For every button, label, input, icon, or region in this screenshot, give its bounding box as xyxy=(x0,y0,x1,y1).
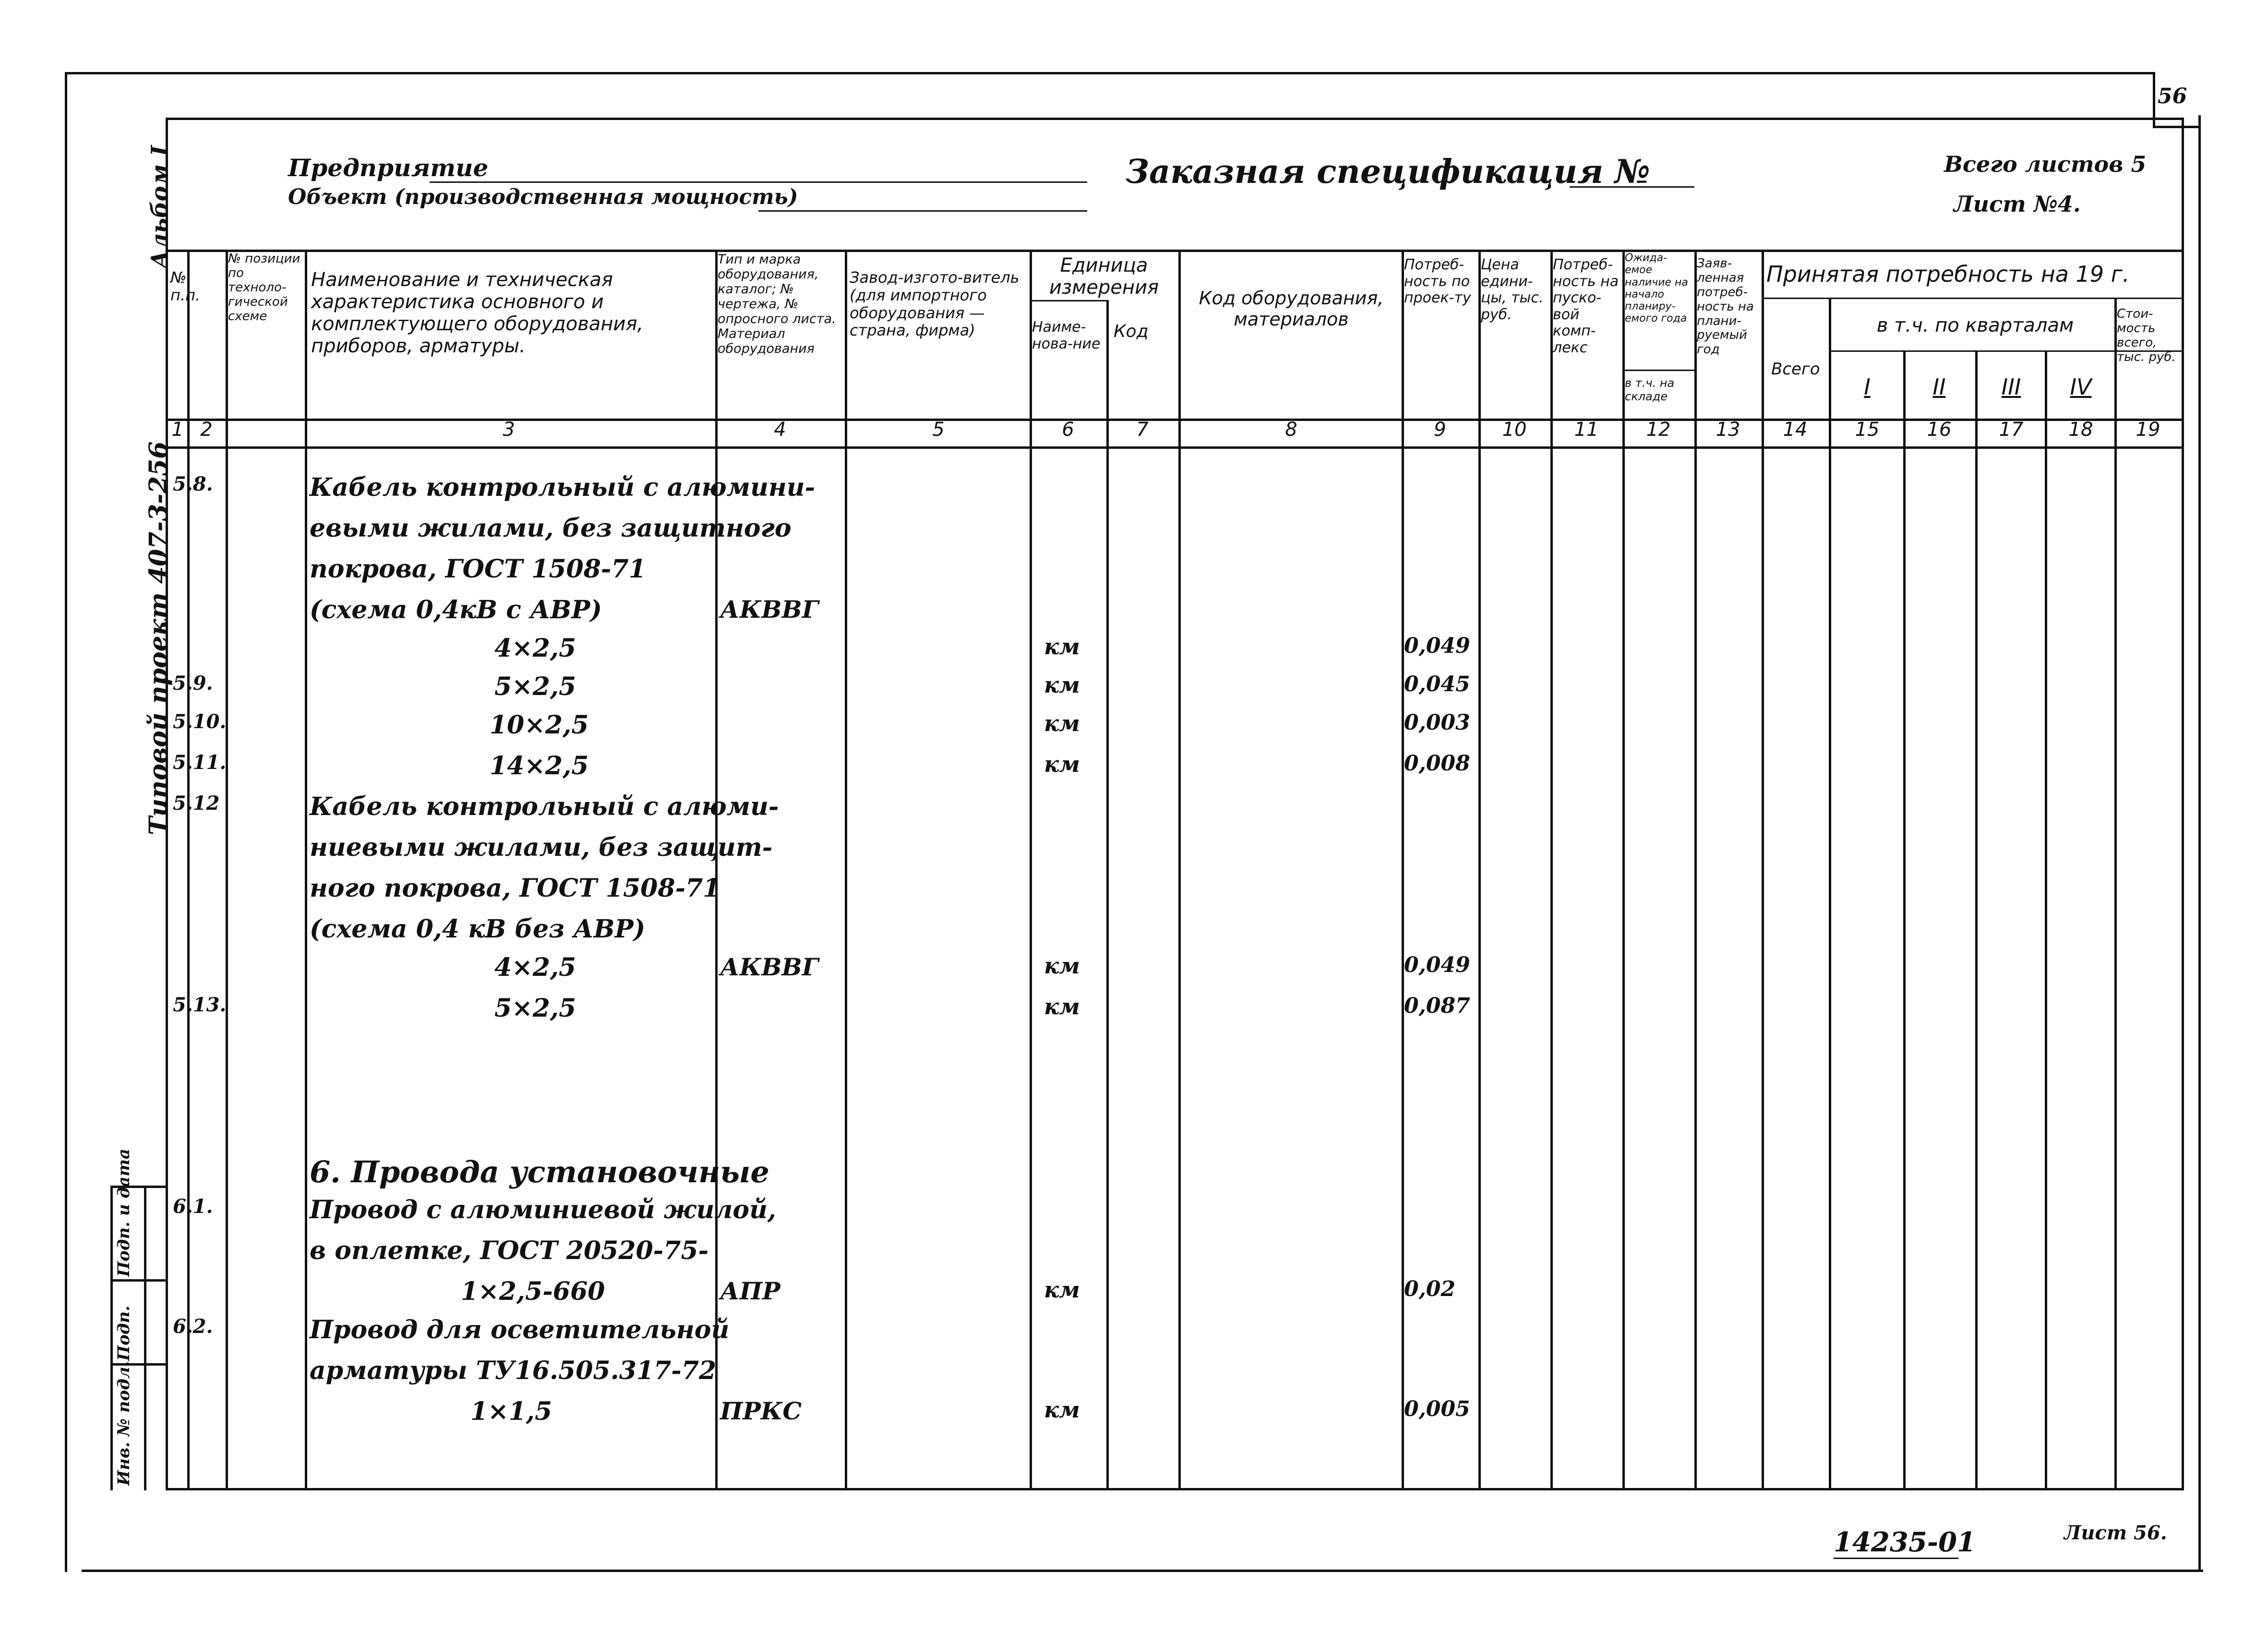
row-name: 5×2,5 xyxy=(494,994,576,1023)
colnum-15: 15 xyxy=(1855,419,1880,441)
header-col12: Ожида-емое наличие на начало планиру-емого года xyxy=(1625,252,1688,325)
header-col19: Стои-мость всего, тыс. руб. xyxy=(2117,307,2176,364)
header-accepted: Принятая потребность на 19 г. xyxy=(1766,261,2130,287)
header-col14: Всего xyxy=(1771,360,1820,379)
row-unit: км xyxy=(1044,953,1080,979)
header-q3: III xyxy=(2001,374,2021,400)
row-unit: км xyxy=(1044,672,1080,698)
object-label: Объект (производственная мощность) xyxy=(288,185,798,209)
row-name: в оплетке, ГОСТ 20520-75- xyxy=(310,1236,709,1265)
page-number-top: 56 xyxy=(2158,84,2187,108)
project-label: Типовой проект 407-3-256 xyxy=(144,441,173,835)
row-quantity: 0,045 xyxy=(1404,672,1470,696)
row-unit: км xyxy=(1044,710,1080,736)
row-name: (схема 0,4кВ с АВР) xyxy=(310,595,602,624)
outer-frame-bottom xyxy=(82,1570,2203,1572)
row-name: 4×2,5 xyxy=(494,634,576,663)
colnum-11: 11 xyxy=(1574,419,1599,441)
header-col8: Код оборудования, материалов xyxy=(1199,288,1384,330)
row-name: покрова, ГОСТ 1508-71 xyxy=(310,554,646,584)
colnum-1: 1 xyxy=(171,419,184,441)
colnum-13: 13 xyxy=(1716,419,1740,441)
colnum-2: 2 xyxy=(200,419,213,441)
header-top-rule xyxy=(166,250,2182,252)
row-quantity: 0,049 xyxy=(1404,634,1470,658)
colnum-18: 18 xyxy=(2068,419,2093,441)
sheet-number: Лист №4. xyxy=(1954,191,2081,217)
colnum-7: 7 xyxy=(1136,419,1149,441)
colnum-bottom-rule xyxy=(166,446,2182,449)
row-name: 4×2,5 xyxy=(494,953,576,982)
row-type: АКВВГ xyxy=(720,595,819,624)
header-q4: IV xyxy=(2070,374,2092,400)
row-type: ПРКС xyxy=(720,1397,802,1425)
row-name: (схема 0,4 кВ без АВР) xyxy=(310,914,646,944)
spec-title: Заказная спецификация № xyxy=(1126,153,1650,191)
row-name: 5×2,5 xyxy=(494,672,576,701)
colnum-12: 12 xyxy=(1646,419,1671,441)
header-col10: Цена едини-цы, тыс. руб. xyxy=(1481,256,1544,323)
row-number: 5.12 xyxy=(173,792,220,815)
colnum-8: 8 xyxy=(1285,419,1297,441)
colnum-19: 19 xyxy=(2136,419,2160,441)
row-name: Провод для осветительной xyxy=(310,1315,730,1344)
outer-frame-right xyxy=(2198,115,2201,1572)
row-quantity: 0,02 xyxy=(1404,1277,1456,1301)
row-quantity: 0,008 xyxy=(1404,751,1470,776)
colnum-5: 5 xyxy=(932,419,945,441)
row-name: 6. Провода установочные xyxy=(310,1154,769,1189)
row-name: евыми жилами, без защитного xyxy=(310,514,792,543)
footer-doc-code: 14235-01 xyxy=(1834,1526,1976,1558)
row-quantity: 0,049 xyxy=(1404,953,1470,977)
colnum-14: 14 xyxy=(1783,419,1808,441)
header-col9: Потреб-ность по проек-ту xyxy=(1404,256,1471,306)
header-quarters: в т.ч. по кварталам xyxy=(1876,314,2074,336)
stamp-inventory: Инв. № подл. xyxy=(114,1361,133,1486)
colnum-9: 9 xyxy=(1434,419,1446,441)
row-unit: км xyxy=(1044,751,1080,777)
header-col13: Заяв-ленная потреб-ность на плани-руемый год xyxy=(1697,256,1754,357)
form-frame-bottom xyxy=(166,1488,2184,1490)
header-unit-group: Единица измерения xyxy=(1049,254,1159,299)
row-name: 1×1,5 xyxy=(470,1397,552,1426)
row-quantity: 0,005 xyxy=(1404,1397,1470,1421)
stamp-sign-date: Подп. и дата xyxy=(114,1148,133,1277)
colnum-16: 16 xyxy=(1927,419,1952,441)
header-col5: Завод-изгото-витель (для импортного оборудования — страна, фирма) xyxy=(850,268,1020,340)
header-col11: Потреб-ность на пуско-вой комп-лекс xyxy=(1553,256,1619,356)
header-q1: I xyxy=(1864,374,1871,400)
total-sheets: Всего листов 5 xyxy=(1944,151,2147,177)
row-name: Кабель контрольный с алюмини- xyxy=(310,473,816,502)
row-name: 10×2,5 xyxy=(490,710,589,740)
row-unit: км xyxy=(1044,1397,1080,1423)
row-quantity: 0,003 xyxy=(1404,710,1470,735)
row-unit: км xyxy=(1044,1277,1080,1303)
colnum-4: 4 xyxy=(774,419,786,441)
row-number: 5.13. xyxy=(173,994,227,1016)
row-number: 6.2. xyxy=(173,1315,213,1338)
colnum-17: 17 xyxy=(1999,419,2024,441)
row-number: 5.8. xyxy=(173,473,213,495)
footer-sheet: Лист 56. xyxy=(2064,1522,2167,1544)
stamp-sign: Подп. xyxy=(114,1306,133,1361)
header-col7: Код xyxy=(1114,322,1149,341)
header-col4: Тип и марка оборудования, каталог; № чертежа, № опросного листа. Материал оборудования xyxy=(718,252,836,357)
row-name: Кабель контрольный с алюми- xyxy=(310,792,779,821)
row-type: АКВВГ xyxy=(720,953,819,981)
row-number: 5.9. xyxy=(173,672,213,695)
enterprise-label: Предприятие xyxy=(288,154,489,182)
header-q2: II xyxy=(1932,374,1946,400)
header-col2: № позиции по техноло-гической схеме xyxy=(228,252,300,324)
header-col6: Наиме-нова-ние xyxy=(1032,319,1101,352)
row-name: арматуры ТУ16.505.317-72 xyxy=(310,1356,717,1385)
row-number: 5.10. xyxy=(173,710,227,733)
row-unit: км xyxy=(1044,634,1080,660)
row-name: ного покрова, ГОСТ 1508-71 xyxy=(310,874,720,903)
row-name: ниевыми жилами, без защит- xyxy=(310,833,773,862)
row-name: 1×2,5-660 xyxy=(461,1277,605,1306)
header-col3: Наименование и техническая характеристика основного и комплектующего оборудования, приборов, арматуры. xyxy=(311,269,644,357)
row-type: АПР xyxy=(720,1277,780,1305)
form-frame-right xyxy=(2182,118,2184,1490)
colnum-3: 3 xyxy=(503,419,515,441)
form-frame-top xyxy=(166,118,2182,120)
row-unit: км xyxy=(1044,994,1080,1020)
row-name: 14×2,5 xyxy=(490,751,589,780)
row-name: Провод с алюминиевой жилой, xyxy=(310,1195,777,1224)
header-col1: № п.п. xyxy=(170,268,201,304)
album-label: Альбом I xyxy=(146,145,173,269)
outer-frame-top xyxy=(65,72,2153,74)
row-quantity: 0,087 xyxy=(1404,994,1470,1018)
outer-frame-left xyxy=(65,72,67,1572)
colnum-10: 10 xyxy=(1502,419,1527,441)
header-col12-sub: в т.ч. на складе xyxy=(1625,376,1675,403)
colnum-6: 6 xyxy=(1062,419,1074,441)
row-number: 6.1. xyxy=(173,1195,213,1218)
row-number: 5.11. xyxy=(173,751,227,774)
